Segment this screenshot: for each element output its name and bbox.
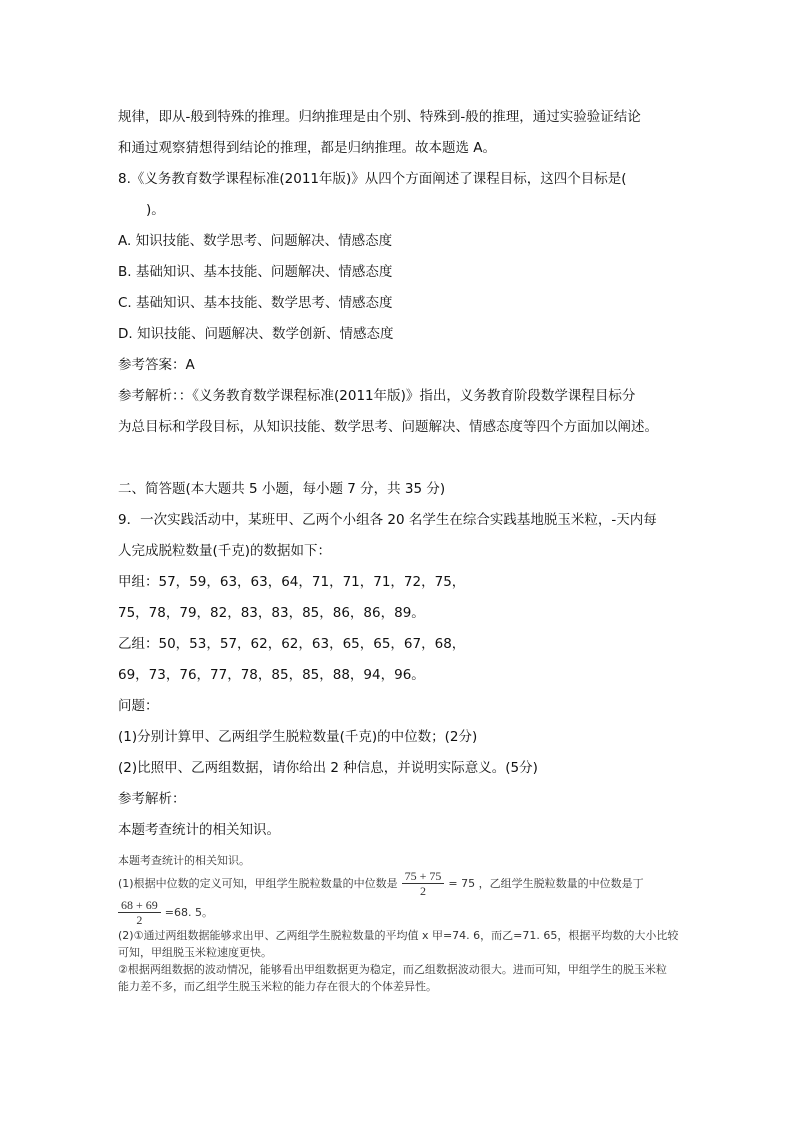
denominator: 2	[136, 913, 143, 927]
image-text	[118, 869, 688, 898]
image-text: 能力差不多，而乙组学生脱玉米粒的能力存在很大的个体差异性。	[118, 980, 437, 993]
option-a: A. 知识技能、数学思考、问题解决、情感态度	[118, 233, 393, 249]
question-label: 问题：	[118, 698, 159, 714]
sub-question-2: (2)比照甲、乙两组数据，请你给出 2 种信息，并说明实际意义。(5分)	[118, 760, 538, 776]
document-body	[118, 102, 688, 846]
solution-image	[118, 852, 688, 995]
image-text-part: = 75 ，乙组学生脱粒数量的中位数是丁	[448, 877, 644, 890]
fraction	[118, 898, 161, 927]
image-text-part: (1)根据中位数的定义可知，甲组学生脱粒数量的中位数是	[118, 877, 398, 890]
reference-body: 本题考查统计的相关知识。	[118, 822, 280, 838]
sub-question-1: (1)分别计算甲、乙两组学生脱粒数量(千克)的中位数；(2分)	[118, 729, 478, 745]
question-9: 9．一次实践活动中，某班甲、乙两个小组各 20 名学生在综合实践基地脱玉米粒，-天内每	[118, 512, 657, 528]
question-8-blank: )。	[146, 202, 165, 218]
image-text: 本题考查统计的相关知识。	[118, 854, 250, 867]
option-d: D. 知识技能、问题解决、数学创新、情感态度	[118, 326, 394, 342]
numerator: 75 + 75	[402, 869, 445, 884]
image-text-part: =68. 5。	[164, 906, 213, 919]
analysis: 为总目标和学段目标，从知识技能、数学思考、问题解决、情感态度等四个方面加以阐述。	[118, 419, 658, 435]
answer: 参考答案：A	[118, 357, 195, 373]
image-text: 可知，甲组脱玉米粒速度更快。	[118, 946, 272, 959]
image-text: ②根据两组数据的波动情况，能够看出甲组数据更为稳定，而乙组数据波动很大。进而可知，甲组学生的脱玉米粒	[118, 963, 667, 976]
group-yi-data: 69，73，76，77，78，85，85，88，94，96。	[118, 667, 425, 683]
question-8: 8.《义务教育数学课程标准(2011年版)》从四个方面阐述了课程目标，这四个目标是(	[118, 171, 627, 187]
reference-label: 参考解析：	[118, 791, 186, 807]
text-line: 规律，即从-般到特殊的推理。归纳推理是由个别、特殊到-般的推理，通过实验验证结论	[118, 109, 641, 125]
image-text: (2)①通过两组数据能够求出甲、乙两组学生脱粒数量的平均值 x 甲=74. 6，而乙=71. 65，根据平均数的大小比较	[118, 929, 679, 942]
option-b: B. 基础知识、基本技能、问题解决、情感态度	[118, 264, 393, 280]
section-heading: 二、简答题(本大题共 5 小题，每小题 7 分，共 35 分)	[118, 481, 446, 497]
text-line: 和通过观察猜想得到结论的推理，都是归纳推理。故本题选 A。	[118, 140, 497, 156]
image-text	[118, 898, 688, 927]
group-yi-data: 乙组：50，53，57，62，62，63，65，65，67，68，	[118, 636, 466, 652]
group-jia-data: 甲组：57，59，63，63，64，71，71，71，72，75，	[118, 574, 466, 590]
group-jia-data: 75，78，79，82，83，83，85，86，86，89。	[118, 605, 425, 621]
option-c: C. 基础知识、基本技能、数学思考、情感态度	[118, 295, 393, 311]
fraction	[402, 869, 445, 898]
question-9: 人完成脱粒数量(千克)的数据如下：	[118, 543, 332, 559]
denominator: 2	[419, 884, 426, 898]
numerator: 68 + 69	[118, 898, 161, 913]
analysis: 参考解析：：《义务教育数学课程标准(2011年版)》指出，义务教育阶段数学课程目标分	[118, 388, 636, 404]
